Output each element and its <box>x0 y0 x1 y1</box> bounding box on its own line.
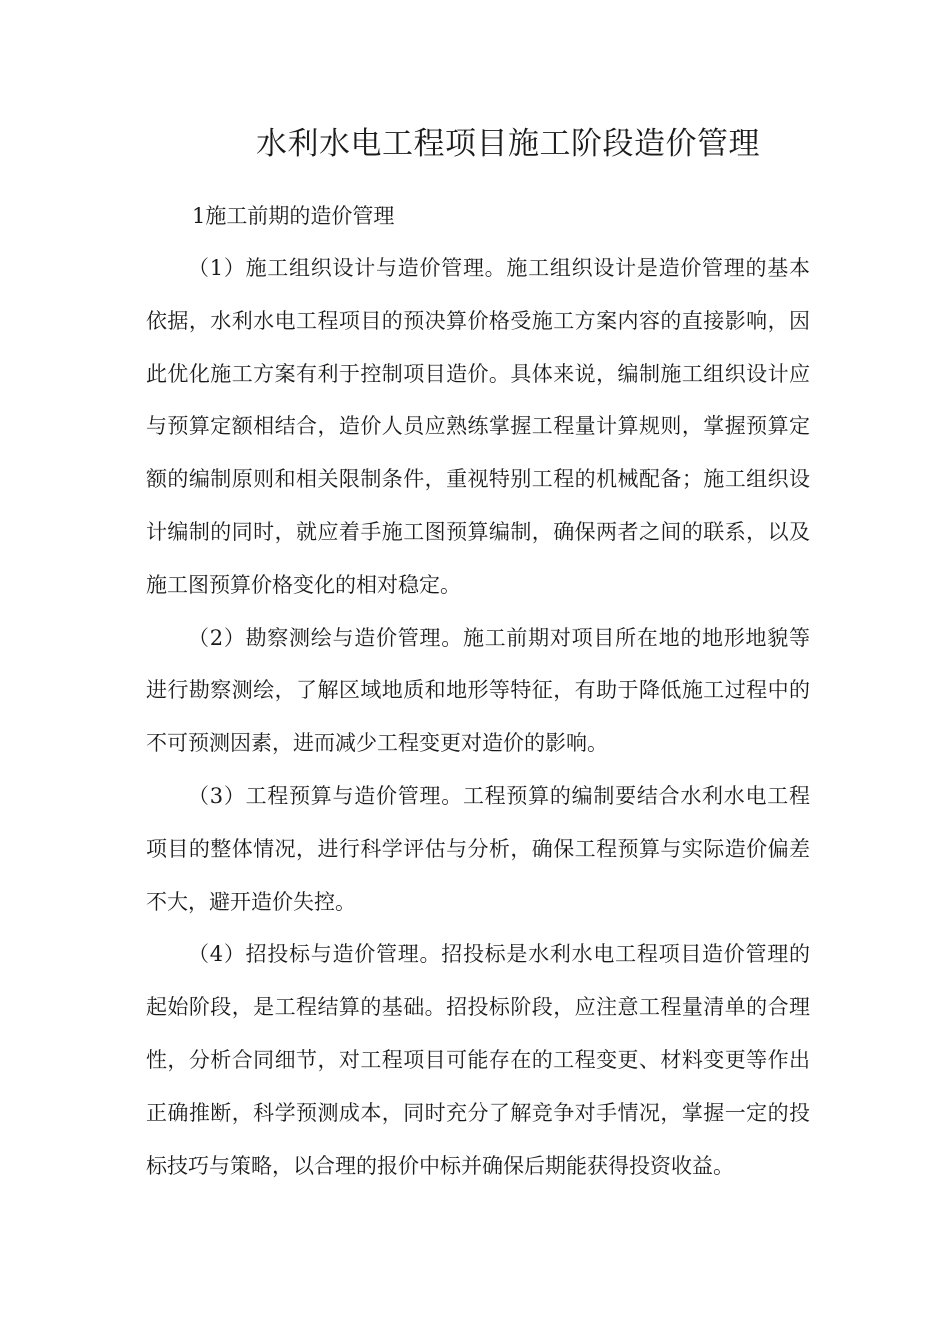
paragraph-2: （2）勘察测绘与造价管理。施工前期对项目所在地的地形地貌等进行勘察测绘，了解区域地质和地形等特征，有助于降低施工过程中的不可预测因素，进而减少工程变更对造价的影响。 <box>146 625 810 756</box>
document-body <box>146 190 810 1192</box>
paragraph-1: （1）施工组织设计与造价管理。施工组织设计是造价管理的基本依据，水利水电工程项目的预决算价格受施工方案内容的直接影响，因此优化施工方案有利于控制项目造价。具体来说，编制施工组织设计应与预算定额相结合，造价人员应熟练掌握工程量计算规则，掌握预算定额的编制原则和相关限制条件，重视特别工程的机械配备；施工组织设计编制的同时，就应着手施工图预算编制，确保两者之间的联系，以及施工图预算价格变化的相对稳定。 <box>146 256 810 597</box>
paragraph-4: （4）招投标与造价管理。招投标是水利水电工程项目造价管理的起始阶段，是工程结算的基础。招投标阶段，应注意工程量清单的合理性，分析合同细节，对工程项目可能存在的工程变更、材料变更等作出正确推断，科学预测成本，同时充分了解竞争对手情况，掌握一定的投标技巧与策略，以合理的报价中标并确保后期能获得投资收益。 <box>146 942 810 1178</box>
paragraph-3: （3）工程预算与造价管理。工程预算的编制要结合水利水电工程项目的整体情况，进行科学评估与分析，确保工程预算与实际造价偏差不大，避开造价失控。 <box>146 783 810 914</box>
document-title: 水利水电工程项目施工阶段造价管理 <box>256 126 760 162</box>
section-heading: 1施工前期的造价管理 <box>192 204 395 228</box>
